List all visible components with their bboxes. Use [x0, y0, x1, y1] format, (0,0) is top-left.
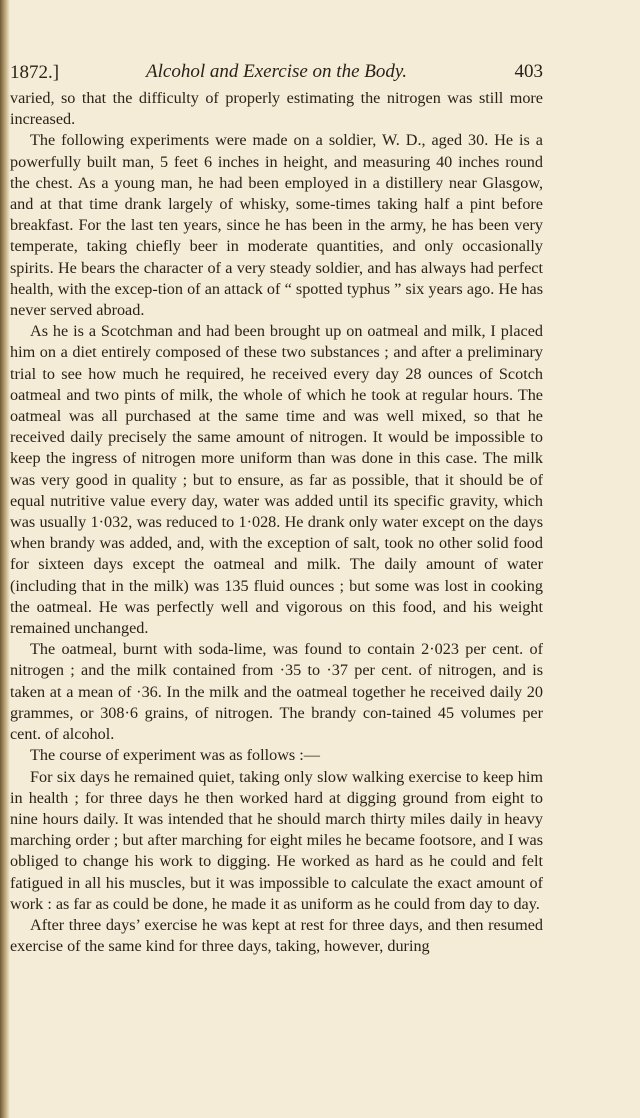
header-year: 1872.] — [10, 62, 60, 83]
paragraph: After three days’ exercise he was kept at rest for three days, and then resumed exercise of the same kind for three days, taking, however, during — [10, 915, 543, 956]
header-title: Alcohol and Exercise on the Body. — [146, 61, 407, 82]
book-page — [10, 58, 543, 957]
running-header — [10, 58, 543, 88]
paragraph: The oatmeal, burnt with soda-lime, was found to contain 2·023 per cent. of nitrogen ; and the milk contained from ·35 to ·37 per cent. of nitrogen, and is taken at a mean of ·36. In the milk and the oatmeal together he received daily 20 grammes, or 308·6 grains, of nitrogen. The brandy con-tained 45 volumes per cent. of alcohol. — [10, 640, 543, 744]
paragraph-continued: varied, so that the difficulty of properly estimating the nitrogen was still more increased. — [10, 89, 543, 129]
page-number: 403 — [514, 61, 543, 82]
paragraph: As he is a Scotchman and had been brought up on oatmeal and milk, I placed him on a diet entirely composed of these two substances ; and after a preliminary trial to see how much he required, he received every day 28 ounces of Scotch oatmeal and two pints of milk, the whole of which he took at regular hours. The oatmeal was all purchased at the same time and was well mixed, so that he received daily precisely the same amount of nitrogen. It would be impossible to keep the ingress of nitrogen more uniform than was done in this case. The milk was very good in quality ; but to ensure, as far as possible, that it should be of equal nutritive value every day, water was added until its specific gravity, which was usually 1·032, was reduced to 1·028. He drank only water except on the days when brandy was added, and, with the exception of salt, took no other solid food for sixteen days except the oatmeal and milk. The daily amount of water (including that in the milk) was 135 fluid ounces ; but some was lost in cooking the oatmeal. He was perfectly well and vigorous on this food, and his weight remained unchanged. — [10, 322, 543, 638]
paragraph: For six days he remained quiet, taking only slow walking exercise to keep him in health ; for three days he then worked hard at digging ground from eight to nine hours daily. It was intended that he should march thirty miles daily in heavy marching order ; but after marching for eight miles he became footsore, and I was obliged to change his work to digging. He worked as hard as he could and felt fatigued in all his muscles, but it was impossible to calculate the exact amount of work : as far as could be done, he made it as uniform as he could from day to day. — [10, 767, 543, 913]
body-text — [10, 88, 543, 957]
binding-shadow — [0, 0, 10, 1118]
paragraph: The course of experiment was as follows :— — [30, 746, 320, 765]
paragraph: The following experiments were made on a soldier, W. D., aged 30. He is a powerfully built man, 5 feet 6 inches in height, and measuring 40 inches round the chest. As a young man, he had been employed in a distillery near Glasgow, and at that time drank largely of whisky, some-times taking half a pint before breakfast. For the last ten years, since he has been in the army, he has been very temperate, taking chiefly beer in moderate quantities, and only occasionally spirits. He bears the character of a very steady soldier, and has always had perfect health, with the excep-tion of an attack of “ spotted typhus ” six years ago. He has never served abroad. — [10, 131, 543, 320]
